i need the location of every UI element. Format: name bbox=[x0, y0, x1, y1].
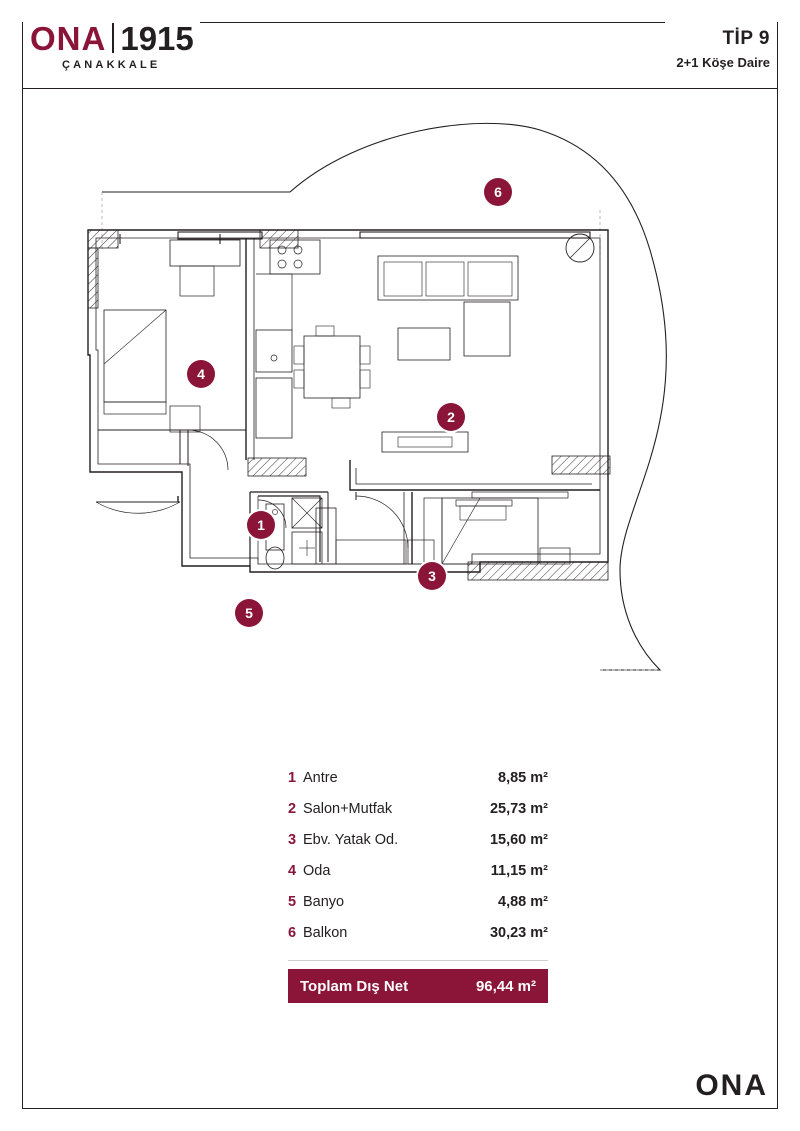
legend-room-name: Antre bbox=[303, 770, 338, 786]
frame-border-left bbox=[22, 22, 23, 1109]
plan-marker-4[interactable]: 4 bbox=[187, 360, 215, 388]
legend-room-area: 11,15 m² bbox=[490, 863, 548, 879]
legend-room-area: 8,85 m² bbox=[498, 770, 548, 786]
legend-total-row bbox=[288, 969, 548, 1003]
legend-room-name: Banyo bbox=[303, 894, 345, 910]
legend-total-label: Toplam Dış Net bbox=[300, 977, 409, 995]
plan-title-block bbox=[676, 28, 770, 70]
header-separator bbox=[22, 88, 778, 89]
legend-room-name: Ebv. Yatak Od. bbox=[303, 832, 399, 848]
legend-room-area: 25,73 m² bbox=[489, 801, 548, 817]
legend-room-name: Oda bbox=[303, 863, 331, 879]
plan-subtitle: 2+1 Köşe Daire bbox=[676, 55, 770, 70]
brand-logo-subtitle: ÇANAKKALE bbox=[62, 59, 161, 71]
brand-logo bbox=[30, 20, 200, 71]
brand-logo-divider bbox=[112, 23, 114, 53]
header-rule bbox=[200, 22, 665, 23]
legend-room-name: Balkon bbox=[303, 925, 348, 941]
legend-room-name: Salon+Mutfak bbox=[303, 801, 393, 817]
plan-marker-5[interactable]: 5 bbox=[235, 599, 263, 627]
frame-border-bottom bbox=[22, 1108, 778, 1109]
footer-brand-logo: ONA bbox=[695, 1069, 768, 1102]
legend-row bbox=[288, 770, 548, 801]
legend-row bbox=[288, 801, 548, 832]
plan-marker-6[interactable]: 6 bbox=[484, 178, 512, 206]
legend-row bbox=[288, 894, 548, 925]
legend-room-area: 4,88 m² bbox=[498, 894, 548, 910]
brand-logo-primary: ONA bbox=[30, 20, 107, 57]
legend bbox=[288, 770, 548, 1003]
legend-row bbox=[288, 925, 548, 956]
legend-total-area: 96,44 m² bbox=[475, 977, 536, 995]
floor-plan-drawing bbox=[60, 100, 750, 700]
legend-room-area: 15,60 m² bbox=[489, 832, 548, 848]
legend-number: 1 bbox=[288, 770, 297, 786]
legend-room-area: 30,23 m² bbox=[489, 925, 548, 941]
frame-border-right bbox=[777, 22, 778, 1109]
plan-marker-1[interactable]: 1 bbox=[247, 511, 275, 539]
legend-divider bbox=[288, 960, 548, 961]
plan-marker-3[interactable]: 3 bbox=[418, 562, 446, 590]
legend-number: 3 bbox=[288, 832, 297, 848]
legend-number: 5 bbox=[288, 894, 297, 910]
legend-number: 2 bbox=[288, 801, 297, 817]
brand-logo-main bbox=[30, 20, 200, 58]
legend-number: 6 bbox=[288, 925, 297, 941]
brand-logo-year: 1915 bbox=[120, 20, 194, 57]
plan-title: TİP 9 bbox=[722, 28, 770, 49]
legend-row bbox=[288, 832, 548, 863]
legend-number: 4 bbox=[288, 863, 297, 879]
legend-row bbox=[288, 863, 548, 894]
plan-marker-2[interactable]: 2 bbox=[437, 403, 465, 431]
